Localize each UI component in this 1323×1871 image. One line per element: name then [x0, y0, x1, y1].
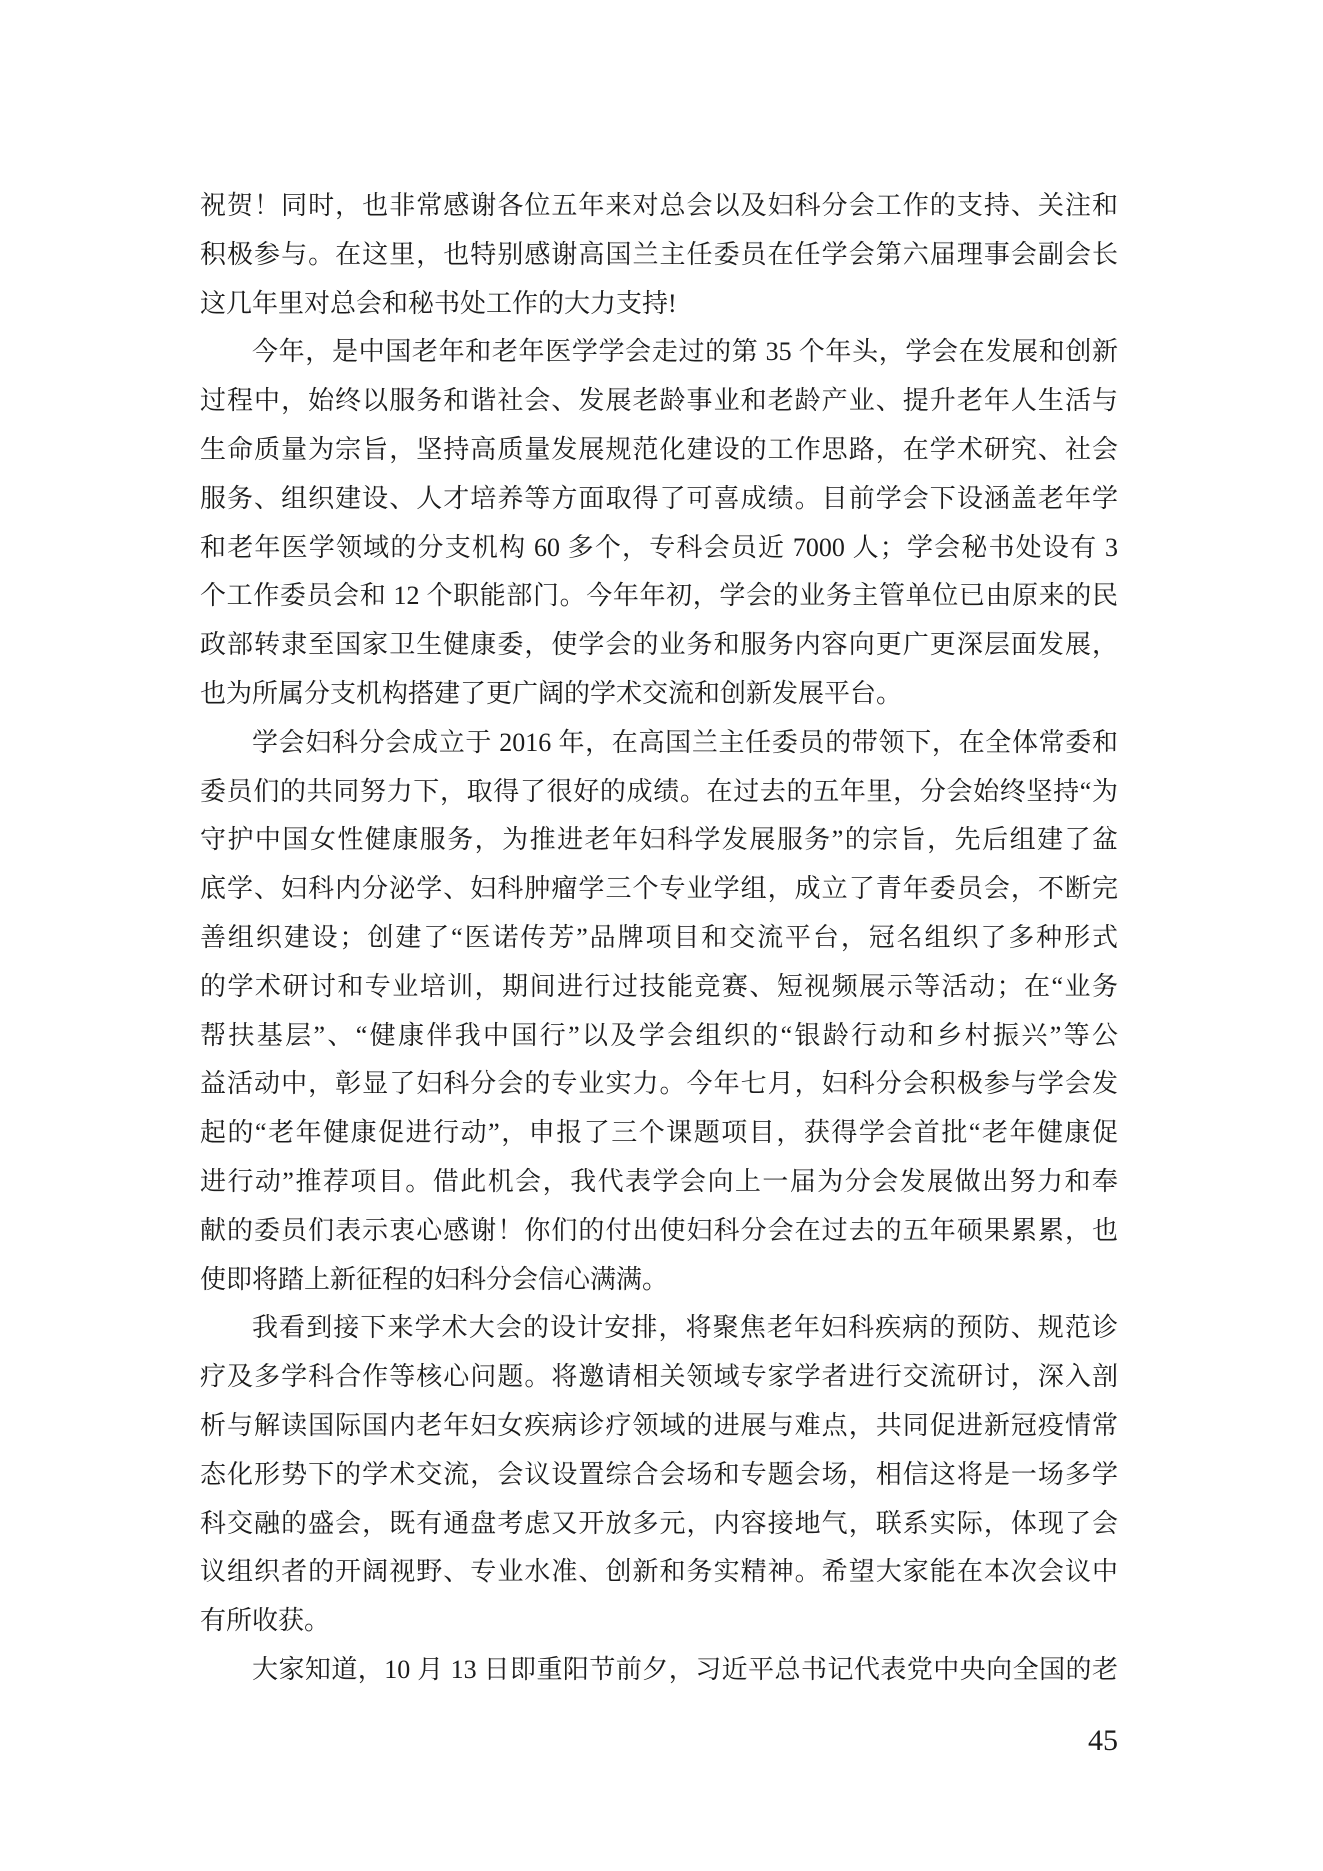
- text-line: 议组织者的开阔视野、专业水准、创新和务实精神。希望大家能在本次会议中: [200, 1557, 1118, 1587]
- text-line: 帮扶基层”、“健康伴我中国行”以及学会组织的“银龄行动和乡村振兴”等公: [200, 1020, 1118, 1050]
- text-line: 疗及多学科合作等核心问题。将邀请相关领域专家学者进行交流研讨，深入剖: [200, 1362, 1118, 1392]
- text-line: 态化形势下的学术交流，会议设置综合会场和专题会场，相信这将是一场多学: [200, 1459, 1118, 1489]
- text-line: 生命质量为宗旨，坚持高质量发展规范化建设的工作思路，在学术研究、社会: [200, 434, 1118, 464]
- text-line: 底学、妇科内分泌学、妇科肿瘤学三个专业学组，成立了青年委员会，不断完: [200, 874, 1118, 904]
- text-line: 祝贺！同时，也非常感谢各位五年来对总会以及妇科分会工作的支持、关注和: [200, 191, 1118, 220]
- text-line: 析与解读国际国内老年妇女疾病诊疗领域的进展与难点，共同促进新冠疫情常: [200, 1410, 1118, 1440]
- text-line: 进行动”推荐项目。借此机会，我代表学会向上一届为分会发展做出努力和奉: [200, 1166, 1118, 1196]
- paragraph: [200, 328, 1118, 718]
- text-line: 政部转隶至国家卫生健康委，使学会的业务和服务内容向更广更深层面发展，: [200, 630, 1118, 660]
- text-line: 委员们的共同努力下，取得了很好的成绩。在过去的五年里，分会始终坚持“为: [200, 776, 1118, 806]
- text-line: 守护中国女性健康服务，为推进老年妇科学发展服务”的宗旨，先后组建了盆: [200, 825, 1118, 855]
- text-line: 也为所属分支机构搭建了更广阔的学术交流和创新发展平台。: [200, 678, 903, 708]
- text-line: 和老年医学领域的分支机构 60 多个，专科会员近 7000 人；学会秘书处设有 3: [200, 532, 1118, 562]
- text-line: 积极参与。在这里，也特别感谢高国兰主任委员在任学会第六届理事会副会长: [200, 239, 1118, 269]
- text-line: 过程中，始终以服务和谐社会、发展老龄事业和老龄产业、提升老年人生活与: [200, 386, 1118, 416]
- text-line: 起的“老年健康促进行动”，申报了三个课题项目，获得学会首批“老年健康促: [200, 1118, 1118, 1148]
- paragraph: [200, 1646, 1118, 1695]
- text-line: 个工作委员会和 12 个职能部门。今年年初，学会的业务主管单位已由原来的民: [200, 581, 1118, 611]
- text-line: 使即将踏上新征程的妇科分会信心满满。: [200, 1264, 669, 1294]
- text-block: [200, 182, 1118, 1695]
- text-line: 献的委员们表示衷心感谢！你们的付出使妇科分会在过去的五年硕果累累，也: [200, 1215, 1118, 1245]
- paragraph: [200, 182, 1118, 328]
- text-line: 这几年里对总会和秘书处工作的大力支持!: [200, 288, 677, 318]
- paragraph: [200, 719, 1118, 1305]
- text-line: 的学术研讨和专业培训，期间进行过技能竞赛、短视频展示等活动；在“业务: [200, 971, 1118, 1001]
- text-line: 我看到接下来学术大会的设计安排，将聚焦老年妇科疾病的预防、规范诊: [252, 1313, 1118, 1343]
- text-line: 学会妇科分会成立于 2016 年，在高国兰主任委员的带领下，在全体常委和: [252, 727, 1118, 757]
- paragraph: [200, 1304, 1118, 1646]
- text-line: 益活动中，彰显了妇科分会的专业实力。今年七月，妇科分会积极参与学会发: [200, 1069, 1118, 1099]
- text-line: 科交融的盛会，既有通盘考虑又开放多元，内容接地气，联系实际，体现了会: [200, 1508, 1118, 1538]
- text-line: 服务、组织建设、人才培养等方面取得了可喜成绩。目前学会下设涵盖老年学: [200, 483, 1118, 513]
- text-line: 大家知道，10 月 13 日即重阳节前夕，习近平总书记代表党中央向全国的老: [252, 1654, 1118, 1684]
- text-line: 今年，是中国老年和老年医学学会走过的第 35 个年头，学会在发展和创新: [252, 337, 1118, 367]
- text-line: 善组织建设；创建了“医诺传芳”品牌项目和交流平台，冠名组织了多种形式: [200, 922, 1118, 952]
- text-line: 有所收获。: [200, 1606, 331, 1636]
- page-number: 45: [1088, 1724, 1118, 1757]
